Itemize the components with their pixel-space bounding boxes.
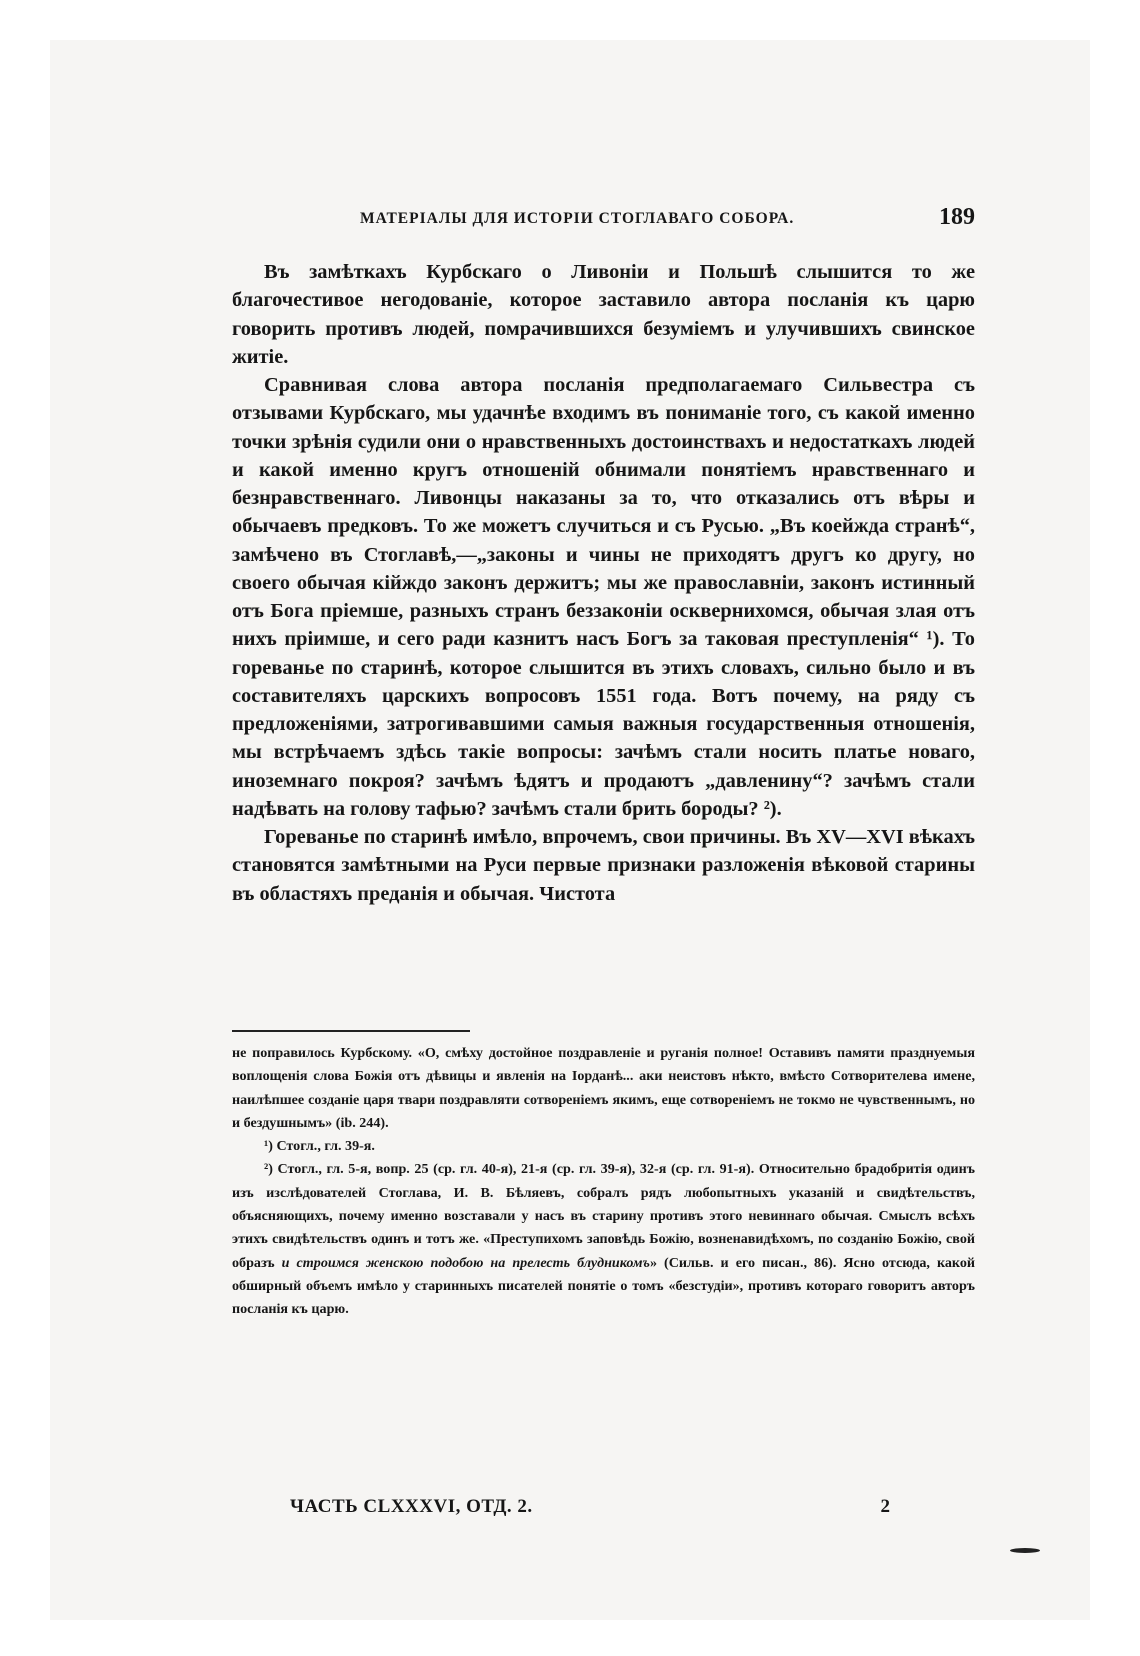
footnote-1: ¹) Стогл., гл. 39-я. — [264, 1138, 375, 1155]
footnote-2-lead: ²) Стогл., гл. 5-я, вопр. 25 (ср. гл. 40-я), 21-я (ср. гл. 39-я), 32-я (ср. гл. 91-я). Относительно брадобритія одинъ изъ изслѣдователей Стоглава, И. В. Бѣляевъ, собралъ рядъ любопытныхъ указаній и свидѣтельствъ, объясняющихъ, почему именно возставали у насъ въ старину противъ этого невиннаго обычая. Смыслъ всѣхъ этихъ свидѣтельствъ одинъ и тотъ же. «Преступихомъ заповѣдь Божію, возненавидѣхомъ, по созданію Божію, свой образъ — [232, 1161, 975, 1271]
paragraph-2: Сравнивая слова автора посланія предполагаемаго Сильвестра съ отзывами Курбскаго, мы удачнѣе входимъ въ пониманіе того, съ какой именно точки зрѣнія судили они о нравственныхъ достоинствахъ и недостаткахъ людей и какой именно кругъ отношеній обнимали понятіемъ нравственнаго и безнравственнаго. Ливонцы наказаны за то, что отказались отъ вѣры и обычаевъ предковъ. То же можетъ случиться и съ Русью. „Въ коейжда странѣ“, замѣчено въ Стоглавѣ,—„законы и чины не приходятъ другъ ко другу, но своего обычая кійждо законъ держитъ; мы же православніи, законъ истинный отъ Бога пріемше, разныхъ странъ беззаконіи осквернихомся, обычая злая отъ нихъ пріимше, и сего ради казнитъ насъ Богъ за таковая преступленія“ ¹). То гореванье по старинѣ, которое слышится въ этихъ словахъ, сильно было и въ составителяхъ царскихъ вопросовъ 1551 года. Вотъ почему, на ряду съ предложеніями, затрогивавшими самыя важныя государственныя отношенія, мы встрѣчаемъ здѣсь такіе вопросы: зачѣмъ стали носить платье новаго, иноземнаго покроя? зачѣмъ ѣдятъ и продаютъ „давленину“? зачѣмъ стали надѣвать на голову тафью? зачѣмъ стали брить бороды? ²). — [232, 374, 975, 820]
main-text — [232, 258, 975, 908]
running-title: МАТЕРІАЛЫ ДЛЯ ИСТОРІИ СТОГЛАВАГО СОБОРА. — [360, 210, 795, 227]
signature-mark: 2 — [880, 1496, 890, 1517]
volume-part: ЧАСТЬ CLXXXVI, ОТД. 2. — [290, 1496, 533, 1517]
footnote-2 — [232, 1158, 975, 1321]
footnote-2-quote: и строимся женскою подобою на прелесть блудникомъ — [281, 1254, 650, 1271]
footnotes — [232, 1042, 975, 1322]
running-header — [232, 204, 975, 236]
ink-mark — [1010, 1548, 1040, 1553]
paragraph-3: Гореванье по старинѣ имѣло, впрочемъ, свои причины. Въ XV—XVI вѣкахъ становятся замѣтными на Руси первые признаки разложенія вѣковой старины въ областяхъ преданія и обычая. Чистота — [232, 826, 975, 905]
page-footer — [232, 1496, 975, 1526]
footnote-separator — [232, 1030, 470, 1032]
page-number: 189 — [939, 204, 975, 230]
footnote-2-tail: » (Сильв. и его писан., 86). Ясно отсюда, какой обширный объемъ имѣло у старинныхъ писателей понятіе о томъ «безстудіи», противъ котораго говоритъ авторъ посланія къ царю. — [232, 1254, 975, 1318]
footnote-continuation: не поправилось Курбскому. «О, смѣху достойное поздравленіе и руганія полное! Оставивъ памяти празднуемыя воплощенія слова Божія отъ дѣвицы и явленія на Іорданѣ... аки неистовъ нѣкто, вмѣсто Сотворителева имене, наилѣпшее созданіе царя твари поздравляти сотвореніемъ якимъ, еще сотвореніемъ не токмо не чувственнымъ, но и бездушнымъ» (ib. 244). — [232, 1045, 975, 1131]
paragraph-1: Въ замѣткахъ Курбскаго о Ливоніи и Польшѣ слышится то же благочестивое негодованіе, которое заставило автора посланія къ царю говорить противъ людей, помрачившихся безуміемъ и улучившихъ свинское житіе. — [232, 261, 975, 368]
